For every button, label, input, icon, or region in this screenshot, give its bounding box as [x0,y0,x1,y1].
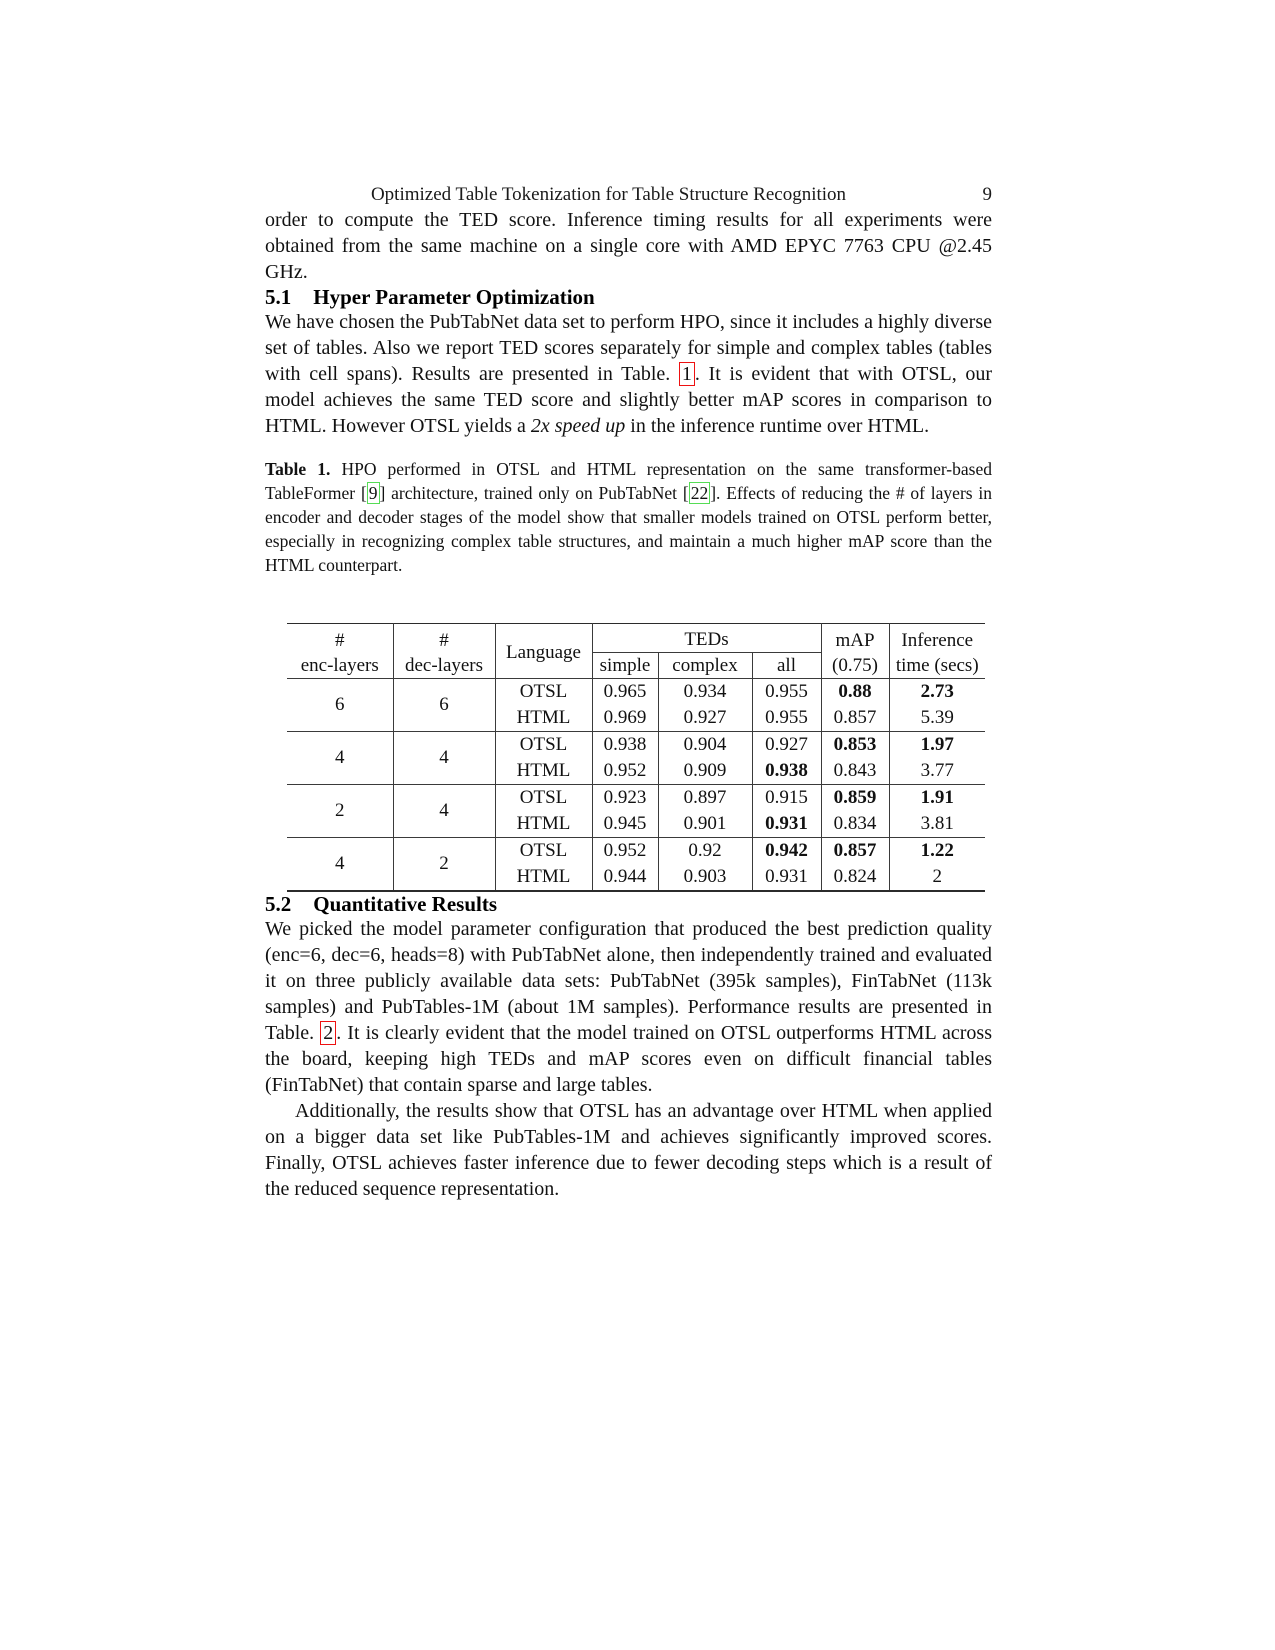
paragraph-text: We picked the model parameter configuration that produced the best prediction quality (enc=6, dec=6, heads=8) with PubTabNet alone, then independently trained and evaluated it on three publicly available data sets: PubTabNet (395k samples), FinTabNet (113k samples) and PubTables-1M (about 1M samples). Performance results are presented in Table. [265,918,992,1044]
header-text: time (secs) [895,654,979,676]
header-text: dec-layers [404,654,484,676]
cell-lang: HTML [495,705,592,732]
paragraph-text: We have chosen the PubTabNet data set to perform HPO, since it includes a highly diverse set of tables. Also we report TED scores separately for simple and complex tables (tables with cell spans). Results are presented in Table. [265,311,992,385]
cell-time: 2 [932,866,942,887]
emphasized-text: 2x speed up [530,415,626,437]
caption-text: ]. Effects of reducing the # of layers in encoder and decoder stages of the model show that smaller models trained on OTSL perform better, especially in recognizing complex table structures, and maintain a much higher mAP score than the HTML counterpart. [265,483,992,575]
header-teds-simple: simple [592,653,658,679]
cell-simple: 0.969 [592,705,658,732]
section-5-2-paragraph-2: Additionally, the results show that OTSL has an advantage over HTML when applied on a bigger data set like PubTables-1M and achieves significantly improved scores. Finally, OTSL achieves faster inference due to fewer decoding steps which is a result of the reduced sequence representation. [265,1100,992,1200]
cell-map: 0.834 [821,811,889,838]
cell-map: 0.859 [821,785,889,812]
cell-all: 0.955 [752,705,821,732]
cell-map: 0.824 [821,864,889,891]
table1-body [287,679,985,892]
cell-time: 5.39 [920,707,954,728]
page-number: 9 [982,184,992,205]
cell-map: 0.88 [821,679,889,706]
section-5-2-paragraph-1 [265,916,992,1098]
header-dec-layers [393,624,495,679]
cell-simple: 0.923 [592,785,658,812]
caption-label: Table 1. [265,459,331,479]
cell-complex: 0.897 [658,785,752,812]
cell-map: 0.853 [821,732,889,759]
cell-complex: 0.934 [658,679,752,706]
cell-all: 0.955 [752,679,821,706]
cell-time: 2.73 [889,679,985,706]
cell-simple: 0.944 [592,864,658,891]
section-title: Hyper Parameter Optimization [313,285,595,309]
table-row-4-2-otsl [287,838,985,865]
cell-dec-layers: 6 [393,679,495,732]
cell-simple: 0.945 [592,811,658,838]
header-teds: TEDs [592,624,821,653]
citation-9-link[interactable]: 9 [368,483,378,503]
cell-simple: 0.938 [592,732,658,759]
cell-complex: 0.901 [658,811,752,838]
results-table [287,623,985,892]
cell-time: 1.91 [889,785,985,812]
cell-time: 3.77 [920,760,954,781]
section-5-1-paragraph [265,309,992,439]
header-text: # [335,629,345,651]
table-1-caption [265,457,992,577]
cell-complex: 0.927 [658,705,752,732]
header-language: Language [495,624,592,679]
cell-lang: OTSL [495,838,592,865]
cell-all: 0.931 [752,811,821,838]
cell-dec-layers: 4 [393,785,495,838]
cell-lang: HTML [495,758,592,785]
section-5-2-heading [265,892,992,916]
section-number: 5.2 [265,892,292,916]
cell-lang: OTSL [495,732,592,759]
table-2-reference-link[interactable]: 2 [320,1021,336,1045]
table-row-4-4-otsl [287,732,985,759]
cell-map: 0.857 [821,838,889,865]
cell-lang: OTSL [495,785,592,812]
header-text: Inference [901,629,974,651]
header-enc-layers [287,624,393,679]
cell-enc-layers: 2 [287,785,393,838]
cell-complex: 0.904 [658,732,752,759]
paragraph-text: . It is clearly evident that the model trained on OTSL outperforms HTML across the board, keeping high TEDs and mAP scores even on difficult financial tables (FinTabNet) that contain sparse and large tables. [265,1022,992,1096]
table-row-6-6-otsl [287,679,985,706]
cell-simple: 0.952 [592,758,658,785]
cell-time: 1.97 [889,732,985,759]
cell-time: 3.81 [920,813,954,834]
header-text: enc-layers [300,654,379,676]
section-title: Quantitative Results [313,892,497,916]
header-teds-complex: complex [658,653,752,679]
cell-all: 0.927 [752,732,821,759]
cell-complex: 0.909 [658,758,752,785]
cell-simple: 0.965 [592,679,658,706]
header-text: mAP [835,629,875,651]
cell-map: 0.857 [821,705,889,732]
table-header [287,624,985,679]
section-5-1-heading [265,285,992,309]
header-inference-time [889,624,985,679]
cell-dec-layers: 2 [393,838,495,892]
running-header-title: Optimized Table Tokenization for Table Structure Recognition [370,184,847,205]
cell-complex: 0.903 [658,864,752,891]
cell-simple: 0.952 [592,838,658,865]
intro-paragraph: order to compute the TED score. Inference timing results for all experiments were obtained from the same machine on a single core with AMD EPYC 7763 CPU @2.45 GHz. [265,209,992,283]
cell-all: 0.915 [752,785,821,812]
table-row-2-4-otsl [287,785,985,812]
header-text: # [439,629,449,651]
cell-enc-layers: 4 [287,732,393,785]
cell-all: 0.931 [752,864,821,891]
running-header [265,183,992,207]
cell-map: 0.843 [821,758,889,785]
caption-text: HPO performed in OTSL and HTML representation on the same transformer-based TableFormer [ [265,459,992,503]
page-content [265,183,992,1202]
header-text: (0.75) [832,654,878,676]
cell-complex: 0.92 [658,838,752,865]
paragraph-text: . It is evident that with OTSL, our model achieves the same TED score and slightly better mAP scores in comparison to HTML. However OTSL yields a [265,363,992,437]
cell-dec-layers: 4 [393,732,495,785]
cell-lang: OTSL [495,679,592,706]
paragraph-text: in the inference runtime over HTML. [625,415,930,437]
header-map [821,624,889,679]
citation-22-link[interactable]: 22 [690,483,709,503]
cell-lang: HTML [495,811,592,838]
cell-all: 0.942 [752,838,821,865]
header-teds-all: all [752,653,821,679]
cell-lang: HTML [495,864,592,891]
cell-all: 0.938 [752,758,821,785]
cell-enc-layers: 6 [287,679,393,732]
table-1-reference-link[interactable]: 1 [679,362,695,386]
cell-enc-layers: 4 [287,838,393,892]
cell-time: 1.22 [889,838,985,865]
section-number: 5.1 [265,285,292,309]
caption-text: ] architecture, trained only on PubTabNet [ [379,483,689,503]
